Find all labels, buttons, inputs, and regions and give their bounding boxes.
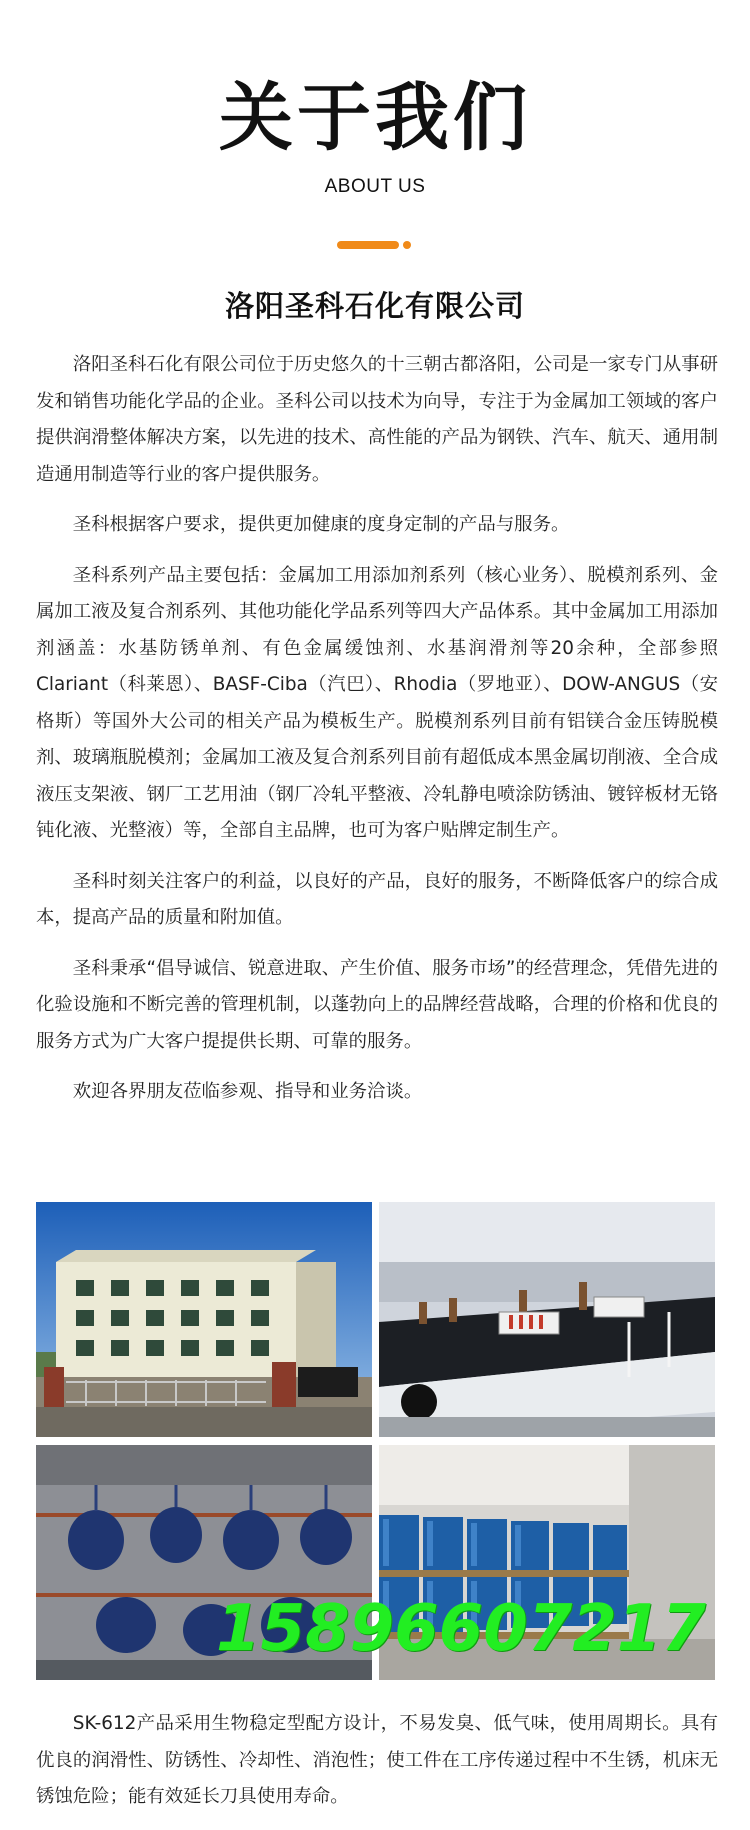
intro-paragraph: 圣科系列产品主要包括：金属加工用添加剂系列（核心业务）、脱模剂系列、金属加工液及复合剂系列、其他功能化学品系列等四大产品体系。其中金属加工用添加剂涵盖：水基防锈单剂、有色金属缓蚀剂、水基润滑剂等20余种，全部参照Clariant（科莱恩）、BASF-Ciba（汽巴）、Rhodia（罗地亚）、DOW-ANGUS（安格斯）等国外大公司的相关产品为模板生产。脱模剂系列目前有铝镁合金压铸脱模剂、玻璃瓶脱模剂；金属加工液及复合剂系列目前有超低成本黑金属切削液、全合成液压支架液、钢厂工艺用油（钢厂冷轧平整液、冷轧静电喷涂防锈油、镀锌板材无铬钝化液、光整液）等，全部自主品牌，也可为客户贴牌定制生产。 (36, 564, 718, 841)
phone-number-overlay: 15896607217 (216, 1592, 706, 1666)
intro-paragraph: 洛阳圣科石化有限公司位于历史悠久的十三朝古都洛阳，公司是一家专门从事研发和销售功能化学品的企业。圣科公司以技术为向导，专注于为金属加工领域的客户提供润滑整体解决方案，以先进的技术、高性能的产品为钢铁、汽车、航天、通用制造通用制造等行业的客户提供服务。 (36, 354, 718, 485)
intro-paragraph: 欢迎各界朋友莅临参观、指导和业务洽谈。 (72, 1081, 423, 1102)
title-accent-divider (337, 238, 413, 252)
accent-dot (403, 241, 411, 249)
product-description: SK-612产品采用生物稳定型配方设计，不易发臭、低气味，使用周期长。具有优良的润滑性、防锈性、冷却性、消泡性；使工件在工序传递过程中不生锈，机床无锈蚀危险；能有效延长刀具使用寿命。 (36, 1713, 718, 1807)
company-name: 洛阳圣科石化有限公司 (224, 289, 525, 323)
page-subtitle: ABOUT US (324, 176, 426, 197)
factory-building-photo (36, 1202, 372, 1437)
laboratory-photo (379, 1202, 715, 1437)
page-header (0, 0, 750, 252)
photo-gallery (36, 1202, 715, 1680)
intro-paragraph: 圣科根据客户要求，提供更加健康的度身定制的产品与服务。 (72, 514, 570, 535)
intro-section (0, 347, 750, 1111)
page-title: 关于我们 (219, 75, 531, 161)
intro-paragraph: 圣科秉承“倡导诚信、锐意进取、产生价值、服务市场”的经营理念，凭借先进的化验设施和不断完善的管理机制，以蓬勃向上的品牌经营战略，合理的价格和优良的服务方式为广大客户提提供长期、可靠的服务。 (36, 957, 718, 1052)
accent-bar (337, 241, 399, 249)
intro-paragraph: 圣科时刻关注客户的利益，以良好的产品，良好的服务，不断降低客户的综合成本，提高产品的质量和附加值。 (36, 870, 718, 928)
product-description-section (36, 1706, 718, 1816)
